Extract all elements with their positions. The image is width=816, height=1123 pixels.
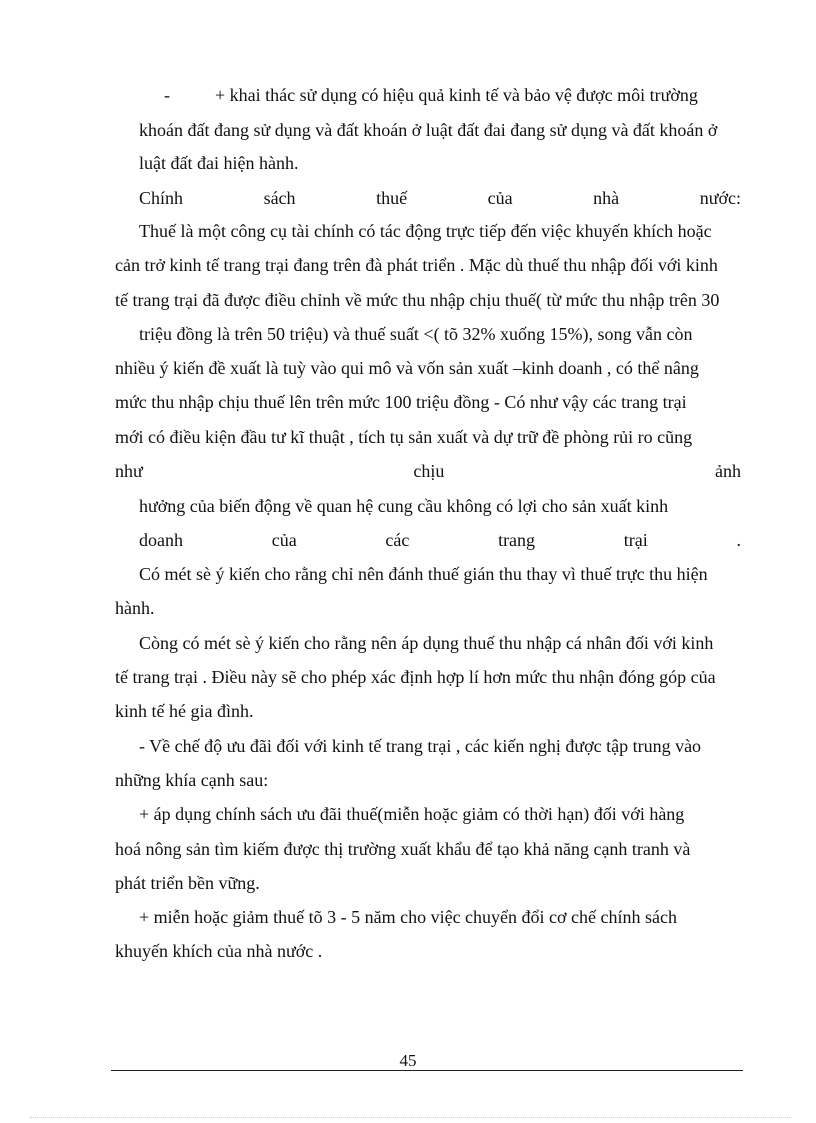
spread-word: trang (498, 530, 536, 550)
paragraph-line: + áp dụng chính sách ưu đãi thuế(miễn hoặc giảm có thời hạn) đối với hàng (139, 804, 685, 824)
paragraph-line: mức thu nhập chịu thuế lên trên mức 100 triệu đồng - Có như vậy các trang trại (115, 392, 687, 412)
heading-word: sách (263, 188, 296, 208)
paragraph-line: hành. (115, 598, 155, 618)
paragraph-line: + miễn hoặc giảm thuế tõ 3 - 5 năm cho việc chuyển đổi cơ chế chính sách (139, 907, 677, 927)
page-number: 45 (399, 1051, 417, 1070)
page-edge-divider (30, 1117, 792, 1118)
footer-divider (111, 1070, 743, 1071)
paragraph-line: - + khai thác sử dụng có hiệu quả kinh tế và bảo vệ được môi trường (164, 85, 698, 105)
spread-word: . (736, 530, 741, 550)
paragraph-line: khuyến khích của nhà nước . (115, 941, 323, 961)
paragraph-line: Có mét sè ý kiến cho rằng chỉ nên đánh thuế gián thu thay vì thuế trực thu hiện (139, 564, 708, 584)
spread-word: của (271, 530, 297, 550)
spread-word: trại (623, 530, 648, 550)
spread-word: ảnh (714, 461, 741, 481)
spread-line (139, 529, 741, 551)
spread-word: như (115, 461, 143, 481)
paragraph-line: kinh tế hé gia đình. (115, 701, 254, 721)
paragraph-line: nhiều ý kiến đề xuất là tuỳ vào qui mô và vốn sản xuất –kinh doanh , có thể nâng (115, 358, 699, 378)
spread-word: doanh (139, 530, 183, 550)
heading-word: thuế (376, 188, 408, 208)
heading-word: nhà (593, 188, 620, 208)
paragraph-line: những khía cạnh sau: (115, 770, 269, 790)
paragraph-line: triệu đồng là trên 50 triệu) và thuế suất <( tõ 32% xuống 15%), song vẫn còn (139, 324, 693, 344)
paragraph-line: khoán đất đang sử dụng và đất khoán ở luật đất đai đang sử dụng và đất khoán ở (139, 120, 718, 140)
spread-word: các (385, 530, 410, 550)
paragraph-line: mới có điều kiện đầu tư kĩ thuật , tích tụ sản xuất và dự trữ đề phòng rủi ro cũng (115, 427, 693, 447)
paragraph-line: tế trang trại . Điều này sẽ cho phép xác định hợp lí hơn mức thu nhận đóng góp của (115, 667, 716, 687)
paragraph-line: Thuế là một công cụ tài chính có tác động trực tiếp đến việc khuyến khích hoặc (139, 221, 712, 241)
heading-word: của (487, 188, 513, 208)
paragraph-line: hưởng của biến động về quan hệ cung cầu không có lợi cho sản xuất kinh (139, 496, 669, 516)
section-heading (139, 187, 741, 209)
spread-word: chịu (413, 461, 445, 481)
heading-word: Chính (139, 188, 184, 208)
paragraph-line: - Về chế độ ưu đãi đối với kinh tế trang trại , các kiến nghị được tập trung vào (139, 736, 702, 756)
heading-word: nước: (699, 188, 741, 208)
paragraph-line: cản trở kinh tế trang trại đang trên đà phát triển . Mặc dù thuế thu nhập đối với kinh (115, 255, 718, 275)
spread-line (115, 460, 741, 482)
paragraph-line: luật đất đai hiện hành. (139, 153, 299, 173)
paragraph-line: tế trang trại đã được điều chỉnh về mức thu nhập chịu thuế( từ mức thu nhập trên 30 (115, 290, 720, 310)
paragraph-line: Còng có mét sè ý kiến cho rằng nên áp dụng thuế thu nhập cá nhân đối với kinh (139, 633, 714, 653)
paragraph-line: phát triển bền vững. (115, 873, 260, 893)
paragraph-line: hoá nông sản tìm kiếm được thị trường xuất khẩu để tạo khả năng cạnh tranh và (115, 839, 691, 859)
